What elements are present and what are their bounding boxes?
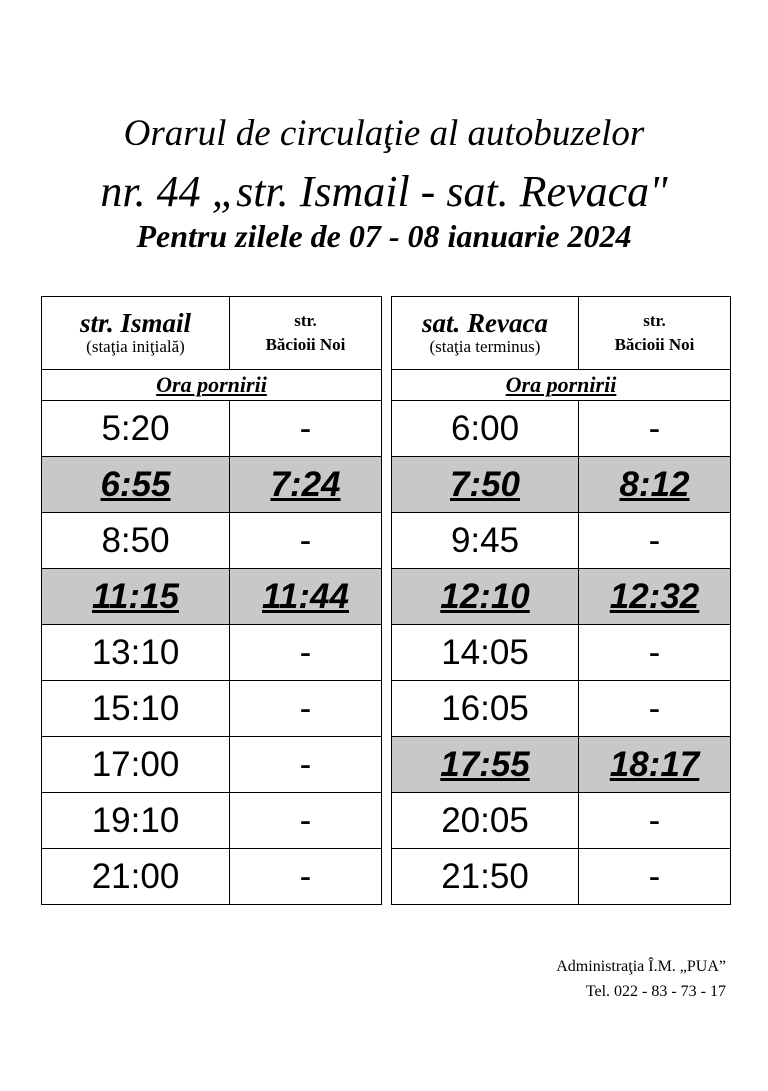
- bacioii-time: -: [230, 737, 382, 793]
- table-row: [42, 625, 382, 681]
- departure-time: 20:05: [392, 793, 579, 849]
- bacioii-time: -: [230, 513, 382, 569]
- bacioii-time: -: [579, 401, 731, 457]
- table-row: [42, 793, 382, 849]
- bacioii-time: -: [230, 793, 382, 849]
- bacioii-time: -: [579, 513, 731, 569]
- departure-time: 15:10: [42, 681, 230, 737]
- route-title: nr. 44 „str. Ismail - sat. Revaca": [100, 167, 668, 216]
- departure-label-row: [392, 370, 731, 401]
- table-row: [392, 513, 731, 569]
- bacioii-time: 7:24: [230, 457, 382, 513]
- table-row: [42, 737, 382, 793]
- bacioii-time: -: [230, 401, 382, 457]
- stop-header-ismail: [42, 297, 230, 370]
- stop2-prefix: str.: [294, 311, 317, 330]
- table-row: [392, 793, 731, 849]
- bacioii-time: 11:44: [230, 569, 382, 625]
- stop-subtitle: (staţia terminus): [429, 337, 541, 356]
- departure-time: 17:00: [42, 737, 230, 793]
- stop-header-bacioii: [230, 297, 382, 370]
- departure-time: 6:55: [42, 457, 230, 513]
- departure-label: [392, 370, 731, 401]
- departure-time: 13:10: [42, 625, 230, 681]
- timetable-ismail: [41, 296, 382, 905]
- bacioii-time: -: [579, 681, 731, 737]
- table-row: [392, 457, 731, 513]
- table-row: [392, 737, 731, 793]
- departure-label-text: Ora pornirii: [156, 372, 267, 397]
- departure-time: 7:50: [392, 457, 579, 513]
- timetable-revaca: [391, 296, 731, 905]
- bacioii-time: -: [230, 625, 382, 681]
- stop-subtitle: (staţia iniţială): [86, 337, 185, 356]
- departure-time: 5:20: [42, 401, 230, 457]
- table-row: [392, 625, 731, 681]
- departure-time: 19:10: [42, 793, 230, 849]
- departure-time: 16:05: [392, 681, 579, 737]
- departure-time: 14:05: [392, 625, 579, 681]
- departure-time: 9:45: [392, 513, 579, 569]
- stop2-name: Băcioii Noi: [614, 335, 695, 354]
- footer-phone: Tel. 022 - 83 - 73 - 17: [585, 983, 726, 1000]
- bacioii-time: 12:32: [579, 569, 731, 625]
- table-row: [392, 849, 731, 905]
- stop-header-revaca: [392, 297, 579, 370]
- departure-label-row: [42, 370, 382, 401]
- bacioii-time: -: [230, 681, 382, 737]
- stop2-prefix: str.: [643, 311, 666, 330]
- bacioii-time: -: [579, 793, 731, 849]
- stop-header-bacioii: [579, 297, 731, 370]
- bacioii-time: -: [579, 625, 731, 681]
- departure-time: 11:15: [42, 569, 230, 625]
- departure-time: 17:55: [392, 737, 579, 793]
- table-header-row: [392, 297, 731, 370]
- date-title: Pentru zilele de 07 - 08 ianuarie 2024: [136, 218, 632, 254]
- bacioii-time: 18:17: [579, 737, 731, 793]
- footer-admin: Administraţia Î.M. „PUA”: [556, 958, 726, 975]
- departure-time: 21:50: [392, 849, 579, 905]
- table-row: [392, 681, 731, 737]
- bacioii-time: -: [230, 849, 382, 905]
- bacioii-time: 8:12: [579, 457, 731, 513]
- stop-name: sat. Revaca: [422, 308, 548, 338]
- departure-time: 21:00: [42, 849, 230, 905]
- departure-label-text: Ora pornirii: [505, 372, 617, 397]
- table-row: [42, 569, 382, 625]
- table-row: [42, 457, 382, 513]
- table-row: [42, 513, 382, 569]
- stop-name: str. Ismail: [79, 308, 192, 338]
- schedule-title: Orarul de circulaţie al autobuzelor: [123, 113, 645, 154]
- table-header-row: [42, 297, 382, 370]
- table-row: [42, 681, 382, 737]
- departure-time: 6:00: [392, 401, 579, 457]
- table-row: [392, 401, 731, 457]
- table-row: [42, 849, 382, 905]
- table-row: [42, 401, 382, 457]
- stop2-name: Băcioii Noi: [265, 335, 346, 354]
- departure-time: 12:10: [392, 569, 579, 625]
- departure-time: 8:50: [42, 513, 230, 569]
- departure-label: [42, 370, 382, 401]
- table-row: [392, 569, 731, 625]
- bacioii-time: -: [579, 849, 731, 905]
